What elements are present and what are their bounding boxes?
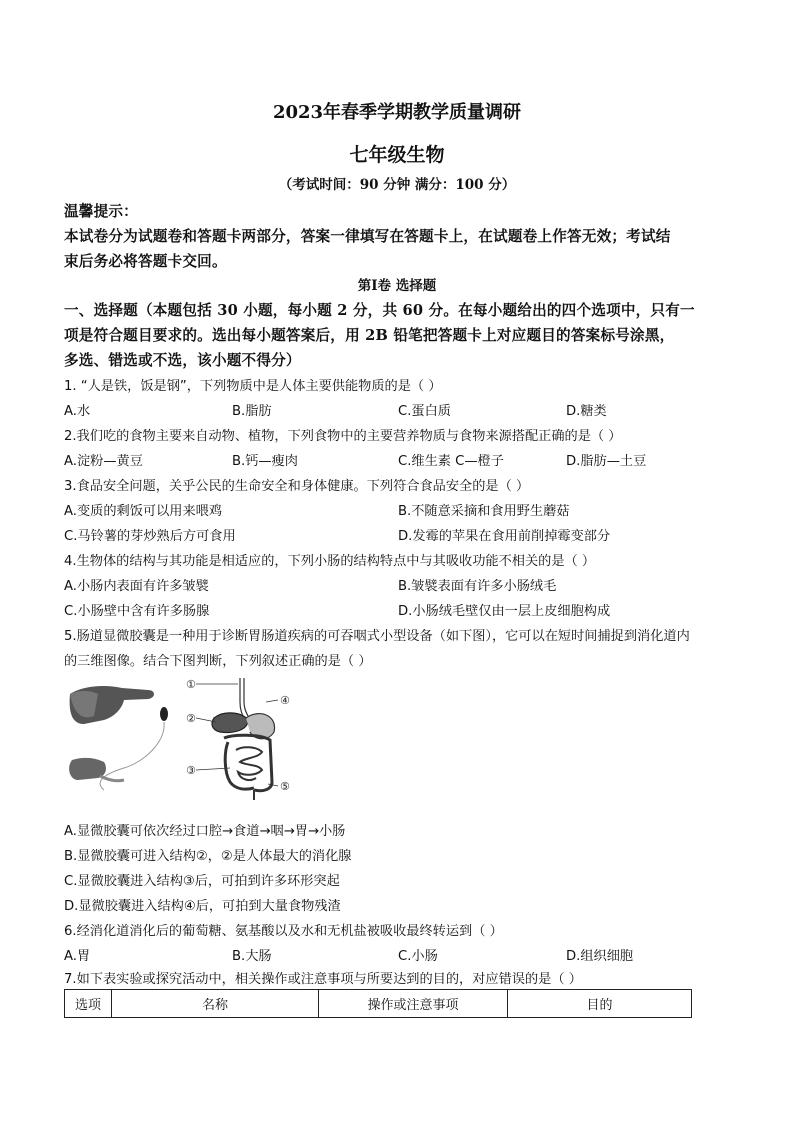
q4-option-d: D.小肠绒毛壁仅由一层上皮细胞构成 (398, 604, 611, 619)
question-7-stem: 7.如下表实验或探究活动中，相关操作或注意事项与所要达到的目的，对应错误的是（ ） (64, 972, 582, 987)
hand-with-capsule-illustration (69, 686, 168, 790)
q1-option-c: C.蛋白质 (398, 404, 451, 419)
section-instruction-2: 项是符合题目要求的。选出每小题答案后，用 2B 铅笔把答题卡上对应题目的答案标号涂黑， (64, 327, 675, 344)
q6-option-c: C.小肠 (398, 949, 438, 964)
figure-label-1: ① (186, 678, 196, 691)
q4-option-a: A.小肠内表面有许多皱襞 (64, 579, 209, 594)
subject-title: 七年级生物 (349, 144, 445, 166)
section-instruction-3: 多选、错选或不选，该小题不得分） (64, 352, 301, 369)
table-header-row (65, 990, 692, 1018)
q1-option-d: D.糖类 (566, 404, 607, 419)
table-header-option: 选项 (65, 990, 112, 1018)
q1-option-b: B.脂肪 (232, 404, 272, 419)
q5-option-c: C.显微胶囊进入结构③后，可拍到许多环形突起 (64, 874, 340, 889)
q2-option-d: D.脂肪—土豆 (566, 454, 647, 469)
section-title: 第Ⅰ卷 选择题 (357, 278, 437, 294)
tips-line-2: 束后务必将答题卡交回。 (64, 253, 227, 270)
figure-label-4: ④ (280, 694, 290, 707)
q3-option-b: B.不随意采摘和食用野生蘑菇 (398, 504, 570, 519)
tips-label: 温馨提示： (64, 203, 138, 220)
figure-label-3: ③ (186, 764, 196, 777)
question-1-stem: 1. “人是铁，饭是钢”，下列物质中是人体主要供能物质的是（ ） (64, 379, 442, 394)
q3-option-d: D.发霉的苹果在食用前削掉霉变部分 (398, 529, 611, 544)
q4-option-c: C.小肠壁中含有许多肠腺 (64, 604, 210, 619)
q5-option-d: D.显微胶囊进入结构④后，可拍到大量食物残渣 (64, 899, 341, 914)
question-3-stem: 3.食品安全问题，关乎公民的生命安全和身体健康。下列符合食品安全的是（ ） (64, 479, 530, 494)
question-2-stem: 2.我们吃的食物主要来自动物、植物，下列食物中的主要营养物质与食物来源搭配正确的是（ ） (64, 429, 622, 444)
figure-label-2: ② (186, 712, 196, 725)
exam-title: 2023年春季学期教学质量调研 (272, 102, 522, 123)
question-5-stem-line-2: 的三维图像。结合下图判断，下列叙述正确的是（ ） (64, 654, 372, 669)
tips-line-1: 本试卷分为试题卷和答题卡两部分，答案一律填写在答题卡上，在试题卷上作答无效；考试结 (64, 228, 671, 245)
question-4-stem: 4.生物体的结构与其功能是相适应的，下列小肠的结构特点中与其吸收功能不相关的是（ ） (64, 554, 596, 569)
q2-option-a: A.淀粉—黄豆 (64, 454, 143, 469)
q1-option-a: A.水 (64, 404, 91, 419)
question-5-stem-line-1: 5.肠道显微胶囊是一种用于诊断胃肠道疾病的可吞咽式小型设备（如下图），它可以在短时间捕捉到消化道内 (64, 629, 690, 644)
q5-option-b: B.显微胶囊可进入结构②，②是人体最大的消化腺 (64, 849, 352, 864)
digestive-tract-diagram (212, 678, 275, 800)
q4-option-b: B.皱襞表面有许多小肠绒毛 (398, 579, 557, 594)
q6-option-b: B.大肠 (232, 949, 272, 964)
q6-option-a: A.胃 (64, 949, 91, 964)
digestive-system-figure (64, 672, 304, 808)
q2-option-b: B.钙—瘦肉 (232, 454, 298, 469)
q3-option-c: C.马铃薯的芽炒熟后方可食用 (64, 529, 236, 544)
table-header-name: 名称 (112, 990, 319, 1018)
table-header-operation: 操作或注意事项 (319, 990, 508, 1018)
question-7-table (64, 989, 692, 1018)
question-6-stem: 6.经消化道消化后的葡萄糖、氨基酸以及水和无机盐被吸收最终转运到（ ） (64, 924, 503, 939)
figure-label-5: ⑤ (280, 780, 290, 793)
table-header-purpose: 目的 (508, 990, 692, 1018)
exam-info: （考试时间：90 分钟 满分：100 分） (278, 177, 516, 193)
q3-option-a: A.变质的剩饭可以用来喂鸡 (64, 504, 223, 519)
q6-option-d: D.组织细胞 (566, 949, 634, 964)
q5-option-a: A.显微胶囊可依次经过口腔→食道→咽→胃→小肠 (64, 824, 346, 839)
section-instruction-1: 一、选择题（本题包括 30 小题，每小题 2 分，共 60 分。在每小题给出的四个选项中，只有一 (64, 302, 695, 319)
q2-option-c: C.维生素 C—橙子 (398, 454, 504, 469)
